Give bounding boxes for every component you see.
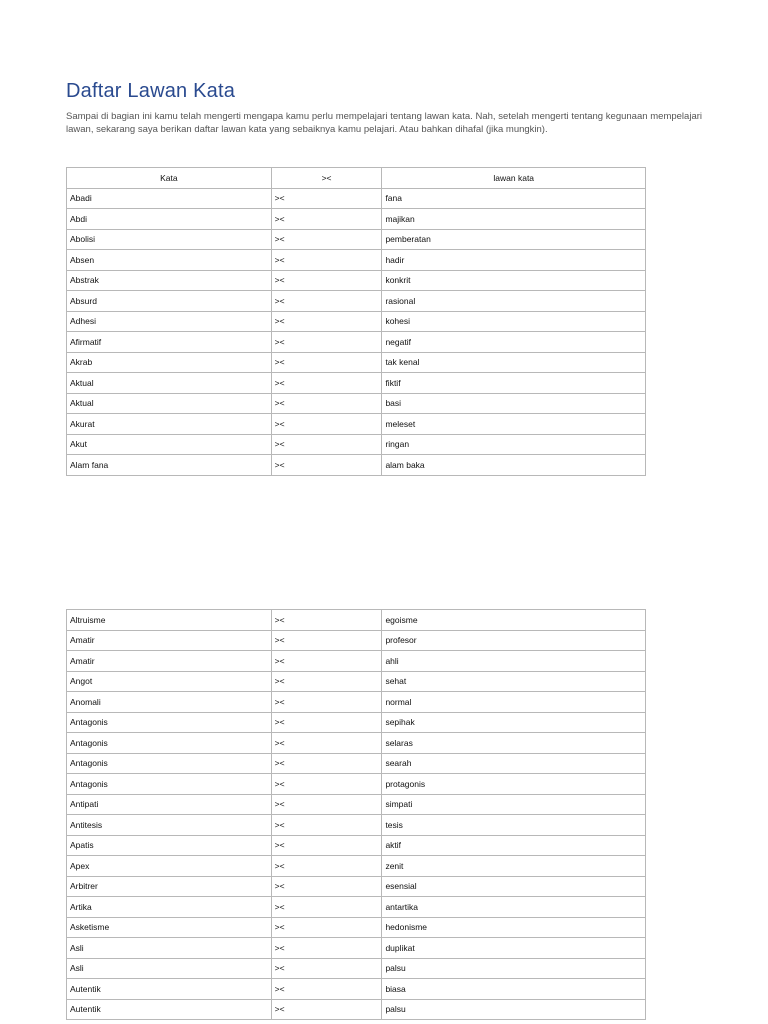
cell-kata: Amatir [67, 630, 272, 651]
cell-separator: >< [271, 311, 382, 332]
cell-separator: >< [271, 897, 382, 918]
page-title: Daftar Lawan Kata [66, 80, 236, 102]
cell-separator: >< [271, 815, 382, 836]
cell-lawan-kata: biasa [382, 979, 646, 1000]
cell-separator: >< [271, 229, 382, 250]
cell-separator: >< [271, 835, 382, 856]
cell-separator: >< [271, 610, 382, 631]
cell-lawan-kata: ahli [382, 651, 646, 672]
cell-lawan-kata: pemberatan [382, 229, 646, 250]
cell-kata: Angot [67, 671, 272, 692]
table-row [67, 794, 646, 815]
cell-kata: Autentik [67, 999, 272, 1020]
cell-lawan-kata: fiktif [382, 373, 646, 394]
header-lawan-kata: lawan kata [382, 168, 646, 189]
cell-kata: Antagonis [67, 753, 272, 774]
cell-separator: >< [271, 393, 382, 414]
cell-lawan-kata: sehat [382, 671, 646, 692]
cell-lawan-kata: selaras [382, 733, 646, 754]
cell-separator: >< [271, 938, 382, 959]
table-row [67, 753, 646, 774]
cell-kata: Asketisme [67, 917, 272, 938]
cell-kata: Amatir [67, 651, 272, 672]
cell-lawan-kata: egoisme [382, 610, 646, 631]
cell-lawan-kata: zenit [382, 856, 646, 877]
cell-kata: Arbitrer [67, 876, 272, 897]
cell-lawan-kata: profesor [382, 630, 646, 651]
table-row [67, 250, 646, 271]
cell-separator: >< [271, 876, 382, 897]
cell-lawan-kata: sepihak [382, 712, 646, 733]
table-row [67, 188, 646, 209]
cell-lawan-kata: palsu [382, 958, 646, 979]
cell-lawan-kata: aktif [382, 835, 646, 856]
cell-kata: Autentik [67, 979, 272, 1000]
cell-kata: Aktual [67, 373, 272, 394]
table-row [67, 373, 646, 394]
table-row [67, 291, 646, 312]
cell-separator: >< [271, 352, 382, 373]
cell-separator: >< [271, 651, 382, 672]
cell-lawan-kata: konkrit [382, 270, 646, 291]
cell-lawan-kata: antartika [382, 897, 646, 918]
antonym-table-2 [66, 609, 646, 1020]
table-row [67, 999, 646, 1020]
table-row [67, 651, 646, 672]
cell-kata: Altruisme [67, 610, 272, 631]
cell-lawan-kata: rasional [382, 291, 646, 312]
cell-separator: >< [271, 671, 382, 692]
table-row [67, 209, 646, 230]
cell-lawan-kata: majikan [382, 209, 646, 230]
cell-separator: >< [271, 692, 382, 713]
header-separator: >< [271, 168, 382, 189]
cell-lawan-kata: hadir [382, 250, 646, 271]
cell-separator: >< [271, 291, 382, 312]
table-header-row [67, 168, 646, 189]
cell-separator: >< [271, 250, 382, 271]
cell-kata: Artika [67, 897, 272, 918]
cell-kata: Adhesi [67, 311, 272, 332]
cell-kata: Apex [67, 856, 272, 877]
table-row [67, 897, 646, 918]
cell-lawan-kata: duplikat [382, 938, 646, 959]
cell-kata: Absen [67, 250, 272, 271]
cell-lawan-kata: alam baka [382, 455, 646, 476]
cell-lawan-kata: palsu [382, 999, 646, 1020]
cell-separator: >< [271, 434, 382, 455]
cell-separator: >< [271, 188, 382, 209]
table-row [67, 414, 646, 435]
cell-lawan-kata: normal [382, 692, 646, 713]
table-row [67, 979, 646, 1000]
table-row [67, 692, 646, 713]
table-row [67, 393, 646, 414]
cell-separator: >< [271, 455, 382, 476]
table-row [67, 958, 646, 979]
table-row [67, 455, 646, 476]
cell-lawan-kata: ringan [382, 434, 646, 455]
cell-lawan-kata: hedonisme [382, 917, 646, 938]
cell-kata: Afirmatif [67, 332, 272, 353]
cell-kata: Apatis [67, 835, 272, 856]
cell-lawan-kata: tesis [382, 815, 646, 836]
cell-lawan-kata: negatif [382, 332, 646, 353]
cell-kata: Abadi [67, 188, 272, 209]
cell-separator: >< [271, 774, 382, 795]
table-row [67, 712, 646, 733]
table-row [67, 352, 646, 373]
cell-kata: Anomali [67, 692, 272, 713]
cell-kata: Antagonis [67, 733, 272, 754]
cell-kata: Aktual [67, 393, 272, 414]
cell-lawan-kata: meleset [382, 414, 646, 435]
cell-lawan-kata: fana [382, 188, 646, 209]
table-row [67, 630, 646, 651]
cell-lawan-kata: simpati [382, 794, 646, 815]
cell-separator: >< [271, 733, 382, 754]
table-row [67, 229, 646, 250]
table-row [67, 938, 646, 959]
table-row [67, 774, 646, 795]
cell-separator: >< [271, 630, 382, 651]
cell-separator: >< [271, 958, 382, 979]
cell-kata: Asli [67, 958, 272, 979]
cell-kata: Antagonis [67, 712, 272, 733]
cell-separator: >< [271, 917, 382, 938]
table-row [67, 856, 646, 877]
cell-lawan-kata: kohesi [382, 311, 646, 332]
cell-separator: >< [271, 270, 382, 291]
cell-separator: >< [271, 209, 382, 230]
table-row [67, 311, 646, 332]
cell-kata: Abstrak [67, 270, 272, 291]
table-row [67, 733, 646, 754]
cell-kata: Abdi [67, 209, 272, 230]
cell-separator: >< [271, 712, 382, 733]
table-row [67, 815, 646, 836]
table-row [67, 835, 646, 856]
cell-kata: Asli [67, 938, 272, 959]
cell-kata: Antitesis [67, 815, 272, 836]
cell-kata: Antipati [67, 794, 272, 815]
table-row [67, 610, 646, 631]
cell-separator: >< [271, 332, 382, 353]
table-row [67, 434, 646, 455]
table-row [67, 671, 646, 692]
cell-lawan-kata: basi [382, 393, 646, 414]
intro-paragraph: Sampai di bagian ini kamu telah mengerti mengapa kamu perlu mempelajari tentang lawan kata. Nah, setelah mengerti tentang kegunaan mempelajari lawan, sekarang saya berikan daftar lawan kata yang sebaiknya kamu pelajari. Atau bahkan dihafal (jika mungkin). [66, 111, 702, 135]
cell-lawan-kata: esensial [382, 876, 646, 897]
cell-separator: >< [271, 373, 382, 394]
antonym-table-1 [66, 167, 646, 476]
cell-kata: Akurat [67, 414, 272, 435]
table-row [67, 876, 646, 897]
cell-separator: >< [271, 979, 382, 1000]
cell-kata: Absurd [67, 291, 272, 312]
cell-kata: Akut [67, 434, 272, 455]
cell-lawan-kata: protagonis [382, 774, 646, 795]
table-row [67, 917, 646, 938]
cell-lawan-kata: tak kenal [382, 352, 646, 373]
cell-separator: >< [271, 856, 382, 877]
cell-separator: >< [271, 414, 382, 435]
cell-separator: >< [271, 753, 382, 774]
cell-lawan-kata: searah [382, 753, 646, 774]
table-row [67, 270, 646, 291]
cell-separator: >< [271, 794, 382, 815]
table-row [67, 332, 646, 353]
header-kata: Kata [67, 168, 272, 189]
cell-kata: Akrab [67, 352, 272, 373]
cell-kata: Antagonis [67, 774, 272, 795]
cell-kata: Abolisi [67, 229, 272, 250]
cell-kata: Alam fana [67, 455, 272, 476]
cell-separator: >< [271, 999, 382, 1020]
